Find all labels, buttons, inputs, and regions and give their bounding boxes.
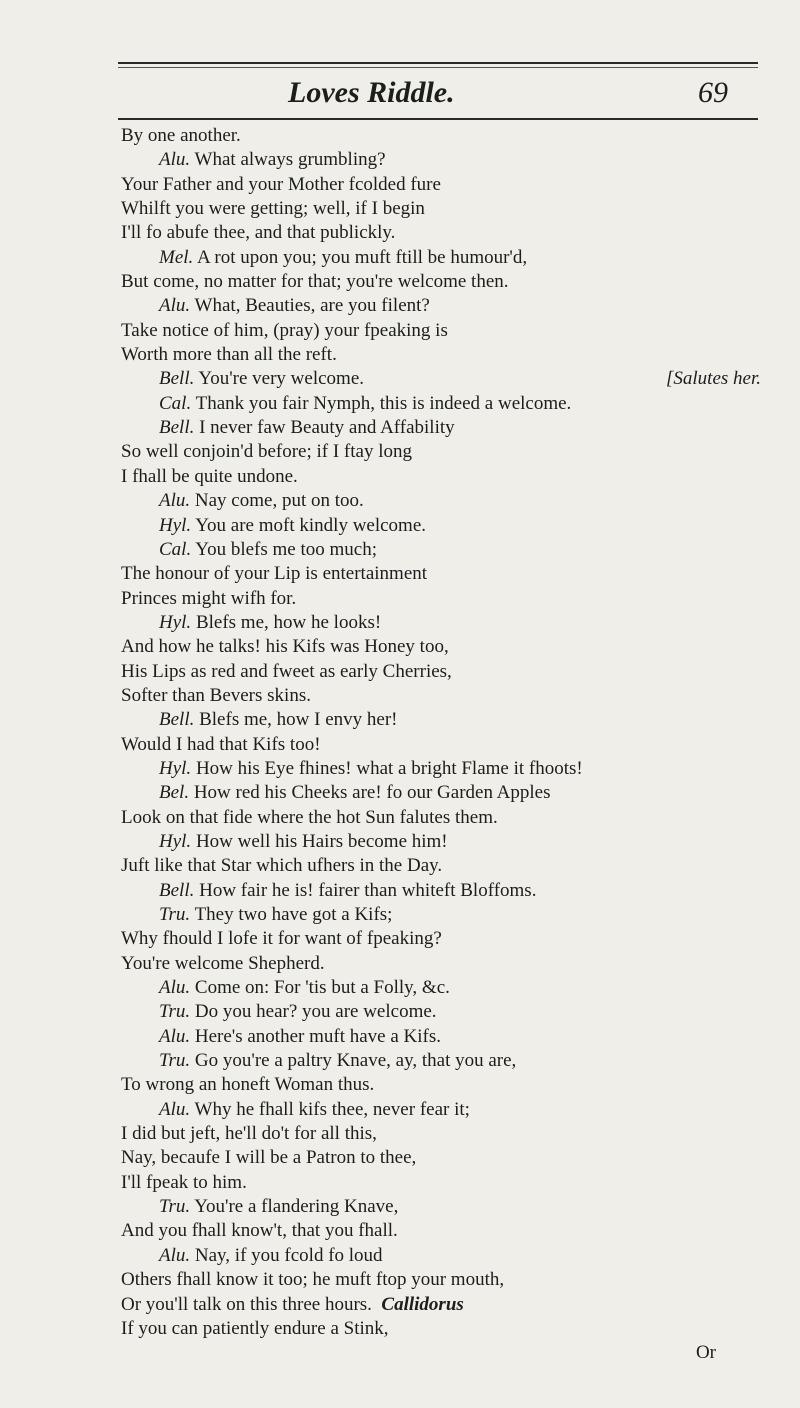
speaker-name: Tru.: [159, 1196, 191, 1218]
body-text: [121, 124, 761, 1366]
line-text: A rot upon you; you muft ftill be humour'd,: [193, 246, 528, 268]
text-line: [121, 684, 761, 708]
text-line: [121, 587, 761, 611]
line-text: Why fhould I lofe it for want of fpeaking?: [121, 928, 442, 950]
speaker-name: Alu.: [159, 1098, 191, 1120]
text-line: [121, 1293, 761, 1317]
text-line: [121, 1073, 761, 1097]
text-line: [121, 392, 761, 416]
line-text: How his Eye fhines! what a bright Flame it fhoots!: [191, 757, 583, 779]
text-line: [121, 611, 761, 635]
speaker-name: Alu.: [159, 977, 191, 999]
line-text: Do you hear? you are welcome.: [190, 1001, 437, 1023]
speaker-name: Bell.: [159, 368, 195, 390]
text-line: [121, 927, 761, 951]
line-text: I did but jeft, he'll do't for all this,: [121, 1123, 377, 1145]
text-line: [121, 1317, 761, 1341]
text-line: [121, 806, 761, 830]
speaker-name: Alu.: [159, 149, 191, 171]
text-line: [121, 635, 761, 659]
line-text: You're a flandering Knave,: [190, 1196, 399, 1218]
header-rule: [118, 118, 758, 120]
line-text: I'll fpeak to him.: [121, 1171, 247, 1193]
line-text: Softer than Bevers skins.: [121, 684, 311, 706]
speaker-name: Bel.: [159, 782, 190, 804]
running-title: Loves Riddle.: [288, 76, 455, 109]
text-line: [121, 1049, 761, 1073]
speaker-name: Alu.: [159, 490, 191, 512]
text-line: [121, 562, 761, 586]
line-text: And you fhall know't, that you fhall.: [121, 1220, 398, 1242]
line-text: If you can patiently endure a Stink,: [121, 1317, 389, 1339]
line-text: I fhall be quite undone.: [121, 465, 298, 487]
line-text: Take notice of him, (pray) your fpeaking is: [121, 319, 448, 341]
line-text: I'll fo abufe thee, and that publickly.: [121, 222, 396, 244]
text-line: [121, 708, 761, 732]
line-text: You are moft kindly welcome.: [191, 514, 427, 536]
speaker-name: Tru.: [159, 1001, 191, 1023]
line-text: Worth more than all the reft.: [121, 344, 337, 366]
text-line: [121, 1268, 761, 1292]
line-text: Juft like that Star which ufhers in the Day.: [121, 855, 443, 877]
text-line: [121, 854, 761, 878]
line-text: Look on that fide where the hot Sun falutes them.: [121, 806, 498, 828]
line-text: You blefs me too much;: [191, 538, 377, 560]
line-text: His Lips as red and fweet as early Cherries,: [121, 660, 452, 682]
text-line: [121, 465, 761, 489]
top-rule-thin: [118, 67, 758, 68]
line-text: They two have got a Kifs;: [190, 904, 393, 925]
line-text: You're very welcome.: [194, 368, 364, 390]
text-line: [121, 246, 761, 270]
line-text: Princes might wifh for.: [121, 587, 297, 609]
text-line: [121, 514, 761, 538]
speaker-name: Mel.: [159, 246, 194, 268]
text-line: [121, 367, 761, 391]
line-text: What always grumbling?: [190, 149, 386, 171]
text-line: [121, 173, 761, 197]
speaker-name: Alu.: [159, 295, 191, 317]
text-line: [121, 343, 761, 367]
line-text: To wrong an honeft Woman thus.: [121, 1074, 375, 1096]
speaker-name: Tru.: [159, 1050, 191, 1072]
text-line: [121, 1195, 761, 1219]
text-line: [121, 270, 761, 294]
speaker-name: Hyl.: [159, 611, 192, 633]
line-text: How well his Hairs become him!: [191, 830, 448, 852]
speaker-name-trailing: Callidorus: [381, 1293, 464, 1315]
text-line: [121, 976, 761, 1000]
speaker-name: Bell.: [159, 879, 195, 901]
text-line: [121, 221, 761, 245]
line-text: Would I had that Kifs too!: [121, 733, 321, 755]
text-line: [121, 879, 761, 903]
text-line: [121, 1171, 761, 1195]
text-line: [121, 1098, 761, 1122]
speaker-name: Cal.: [159, 392, 192, 414]
line-text: By one another.: [121, 125, 241, 146]
speaker-name: Bell.: [159, 709, 195, 731]
line-text: And how he talks! his Kifs was Honey too,: [121, 636, 449, 658]
text-line: [121, 319, 761, 343]
line-text: Your Father and your Mother fcolded fure: [121, 173, 441, 195]
text-line: [121, 952, 761, 976]
text-line: [121, 757, 761, 781]
text-line: [121, 294, 761, 318]
text-line: [121, 124, 761, 148]
line-text: I never faw Beauty and Affability: [194, 417, 455, 439]
text-line: [121, 1025, 761, 1049]
catchword: Or: [695, 1342, 716, 1364]
top-rule: [118, 62, 758, 64]
line-text: Or you'll talk on this three hours.: [121, 1293, 372, 1315]
line-text: Here's another muft have a Kifs.: [190, 1025, 441, 1047]
text-line: [121, 440, 761, 464]
line-text: Others fhall know it too; he muft ftop your mouth,: [121, 1269, 505, 1291]
line-text: How fair he is! fairer than whiteft Bloffoms.: [194, 879, 537, 901]
text-line: [121, 903, 761, 927]
text-line: [121, 416, 761, 440]
line-text: Come on: For 'tis but a Folly, &c.: [190, 977, 450, 999]
speaker-name: Alu.: [159, 1025, 191, 1047]
line-text: How red his Cheeks are! fo our Garden Apples: [189, 782, 551, 804]
text-line: [121, 197, 761, 221]
text-line: [121, 1000, 761, 1024]
speaker-name: Bell.: [159, 417, 195, 439]
line-text: Blefs me, how he looks!: [191, 611, 382, 633]
speaker-name: Cal.: [159, 538, 192, 560]
text-line: [121, 733, 761, 757]
speaker-name: Tru.: [159, 904, 191, 925]
line-text: Go you're a paltry Knave, ay, that you are,: [190, 1050, 517, 1072]
text-line: [121, 489, 761, 513]
speaker-name: Hyl.: [159, 757, 192, 779]
line-text: Nay, if you fcold fo loud: [190, 1244, 383, 1266]
line-text: Nay come, put on too.: [190, 490, 364, 512]
text-line: [121, 148, 761, 172]
stage-direction: [Salutes her.: [666, 368, 761, 390]
speaker-name: Alu.: [159, 1244, 191, 1266]
text-line: [121, 781, 761, 805]
page-number: 69: [698, 76, 728, 109]
line-text: You're welcome Shepherd.: [121, 952, 325, 974]
speaker-name: Hyl.: [159, 514, 192, 536]
speaker-name: Hyl.: [159, 830, 192, 852]
text-line: [121, 1244, 761, 1268]
line-text: The honour of your Lip is entertainment: [121, 563, 428, 585]
line-text: Blefs me, how I envy her!: [194, 709, 398, 731]
text-line: [121, 1146, 761, 1170]
line-text: Whilft you were getting; well, if I begin: [121, 198, 425, 220]
text-line: [121, 830, 761, 854]
text-line: [121, 1219, 761, 1243]
line-text: Nay, becaufe I will be a Patron to thee,: [121, 1147, 417, 1169]
line-text: What, Beauties, are you filent?: [190, 295, 430, 317]
line-text: So well conjoin'd before; if I ftay long: [121, 441, 412, 463]
text-line: [121, 538, 761, 562]
line-text: Thank you fair Nymph, this is indeed a welcome.: [191, 392, 572, 414]
text-line: [121, 1122, 761, 1146]
text-line: [121, 660, 761, 684]
line-text: But come, no matter for that; you're welcome then.: [121, 271, 509, 293]
line-text: Why he fhall kifs thee, never fear it;: [190, 1098, 470, 1120]
